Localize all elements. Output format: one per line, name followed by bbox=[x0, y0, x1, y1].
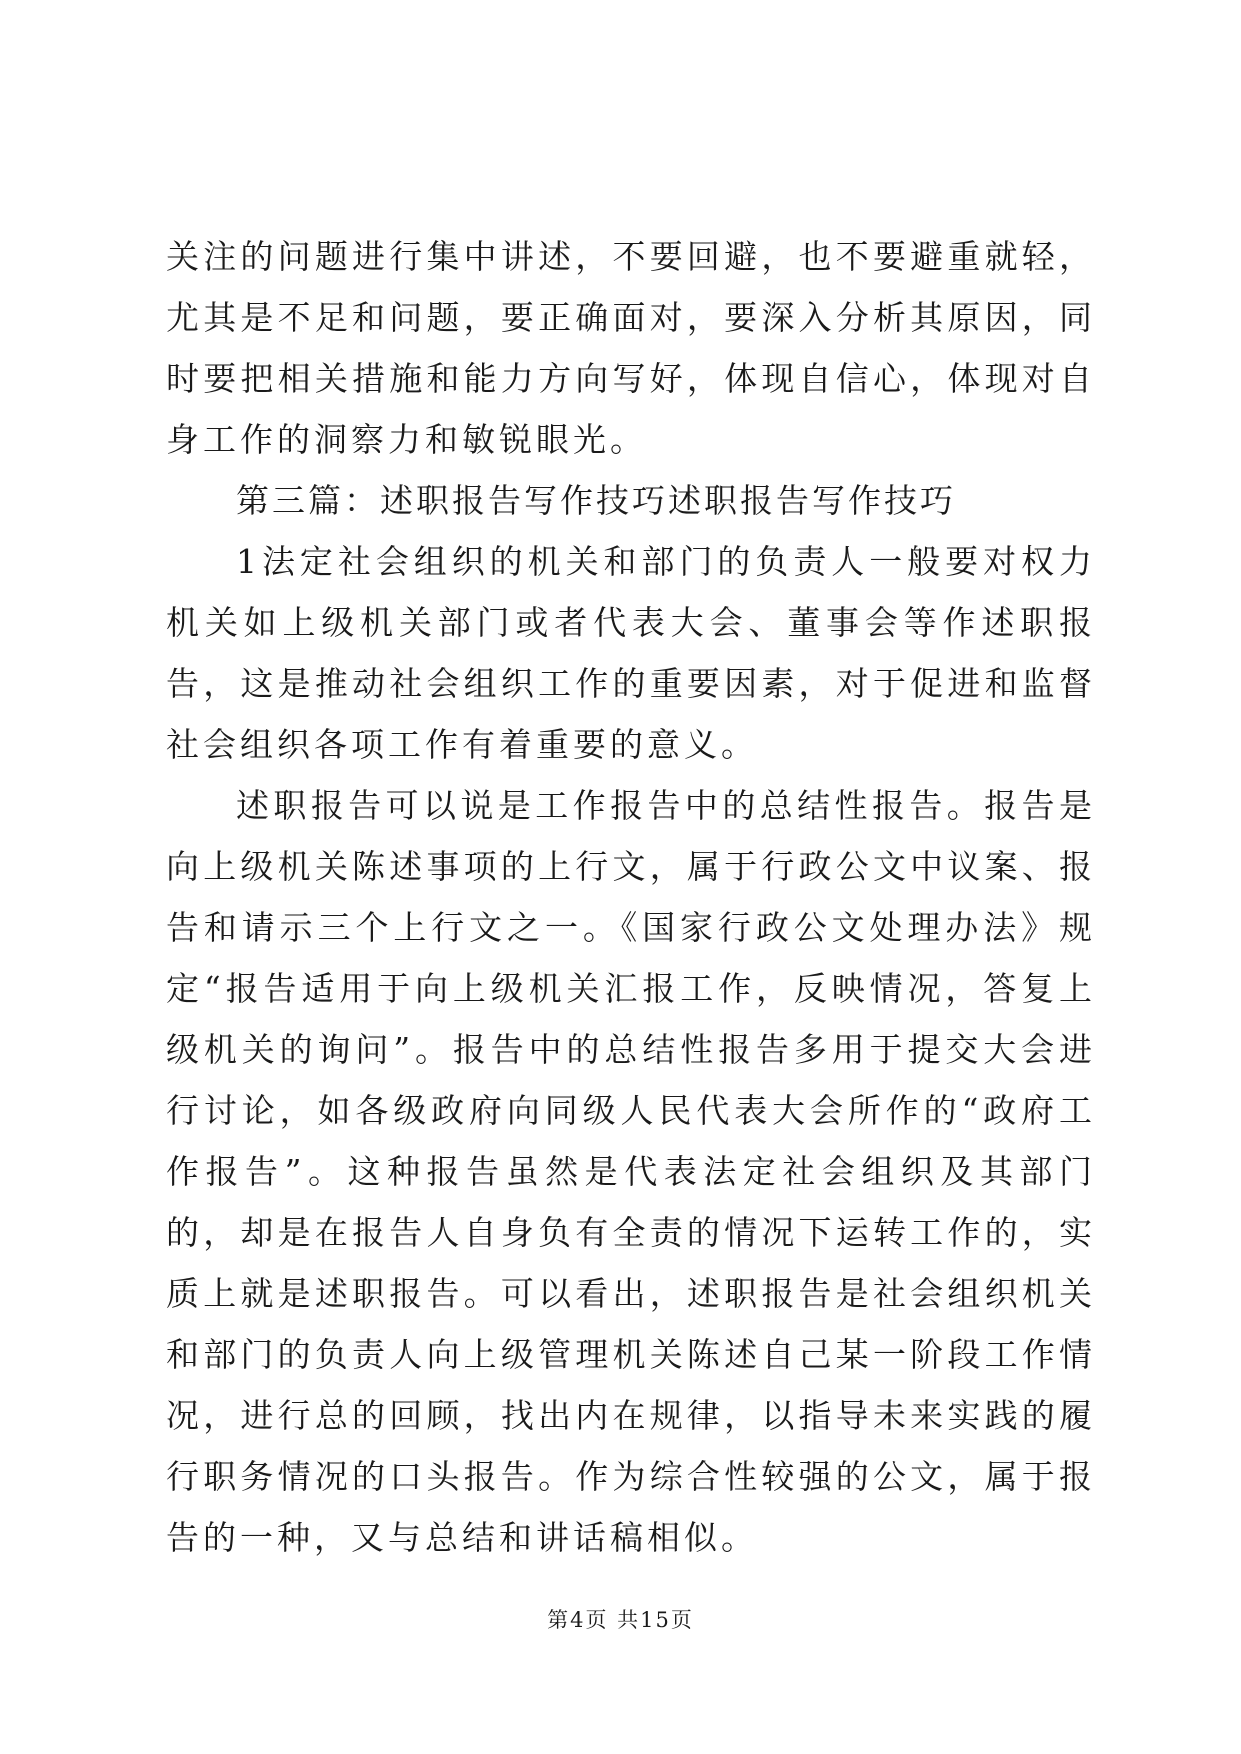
paragraph-continued: 关注的问题进行集中讲述，不要回避，也不要避重就轻，尤其是不足和问题，要正确面对，要深入分析其原因，同时要把相关措施和能力方向写好，体现自信心，体现对自身工作的洞察力和敏锐眼光。 bbox=[166, 237, 1096, 459]
page-number-footer: 第4页 共15页 bbox=[547, 1608, 694, 1632]
section-heading: 第三篇：述职报告写作技巧述职报告写作技巧 bbox=[236, 481, 956, 520]
paragraph: 1法定社会组织的机关和部门的负责人一般要对权力机关如上级机关部门或者代表大会、董事会等作述职报告，这是推动社会组织工作的重要因素，对于促进和监督社会组织各项工作有着重要的意义。 bbox=[166, 542, 1096, 764]
document-body bbox=[166, 226, 1096, 1568]
paragraph: 述职报告可以说是工作报告中的总结性报告。报告是向上级机关陈述事项的上行文，属于行政公文中议案、报告和请示三个上行文之一。《国家行政公文处理办法》规定“报告适用于向上级机关汇报工作，反映情况，答复上级机关的询问”。报告中的总结性报告多用于提交大会进行讨论，如各级政府向同级人民代表大会所作的“政府工作报告”。这种报告虽然是代表法定社会组织及其部门的，却是在报告人自身负有全责的情况下运转工作的，实质上就是述职报告。可以看出，述职报告是社会组织机关和部门的负责人向上级管理机关陈述自己某一阶段工作情况，进行总的回顾，找出内在规律，以指导未来实践的履行职务情况的口头报告。作为综合性较强的公文，属于报告的一种，又与总结和讲话稿相似。 bbox=[166, 786, 1096, 1557]
